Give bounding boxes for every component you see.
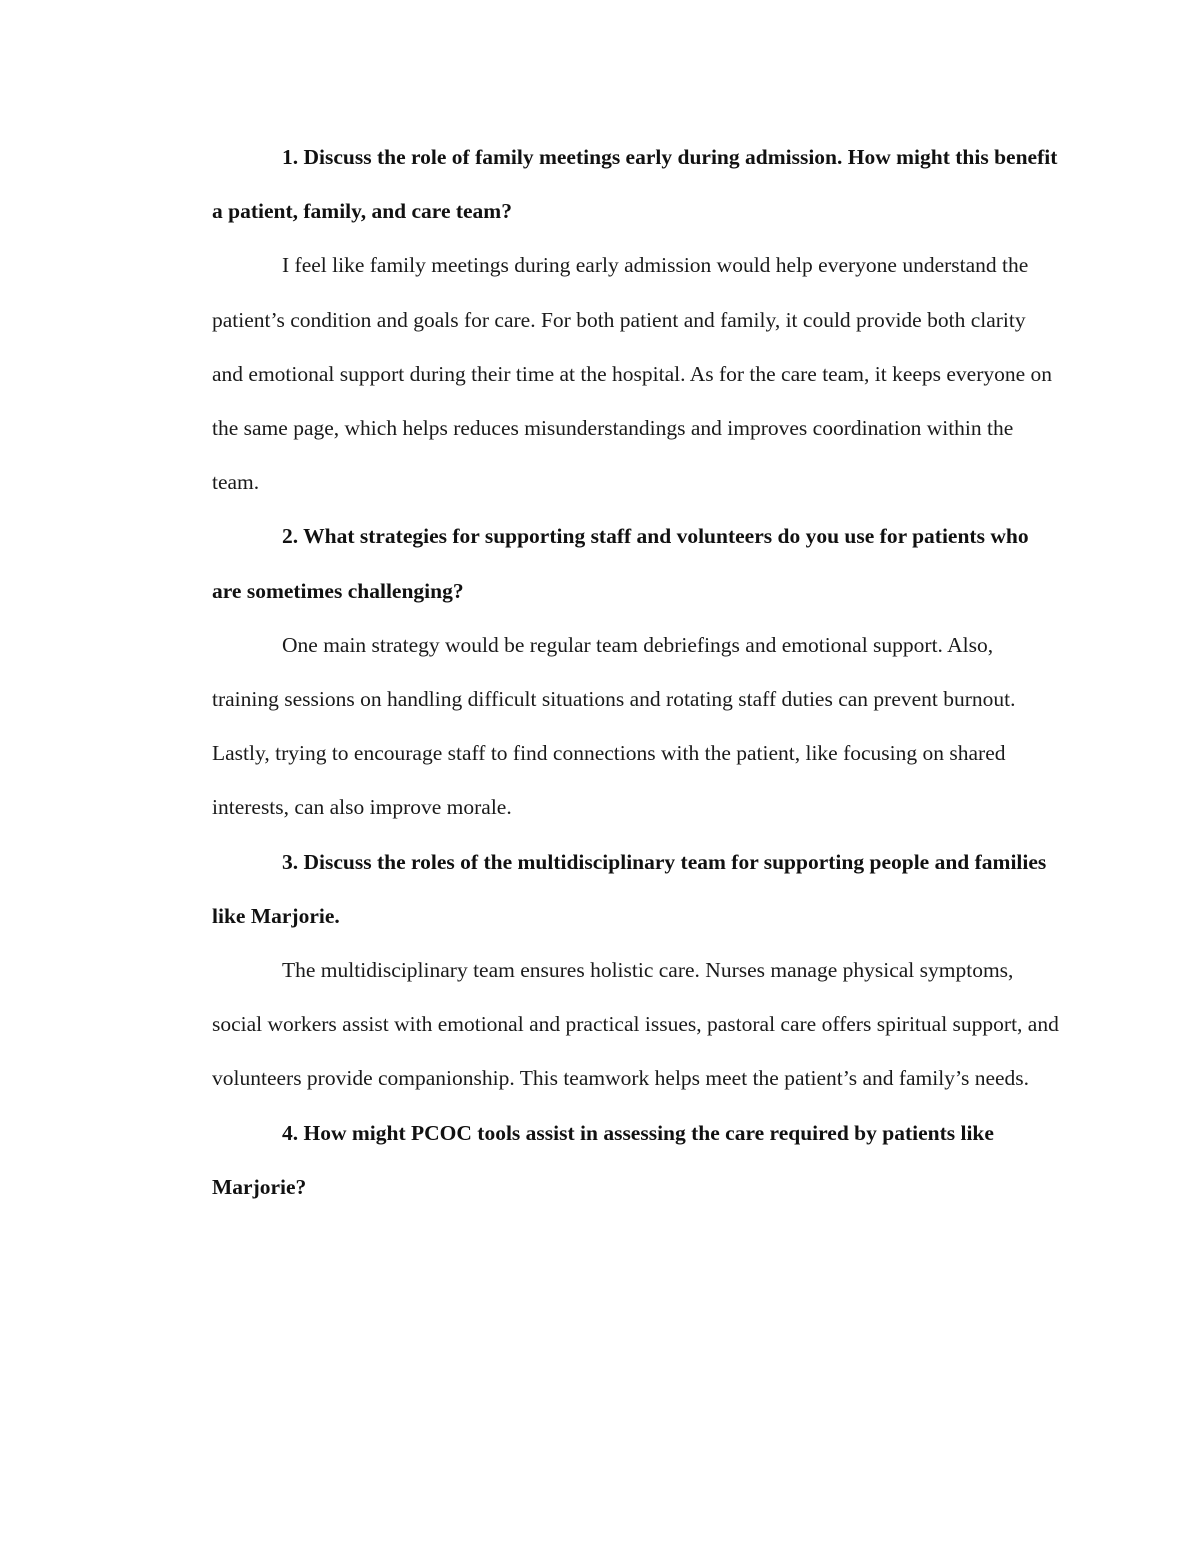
answer-2: One main strategy would be regular team debriefings and emotional support. Also, training sessions on handling difficult situations and rotating staff duties can prevent burnout. Lastly, trying to encourage staff to find connections with the patient, like focusing on shared interests, can also improve morale. <box>212 632 1016 820</box>
question-4: 4. How might PCOC tools assist in assessing the care required by patients like Marjorie? <box>212 1120 994 1199</box>
question-1: 1. Discuss the role of family meetings early during admission. How might this benefit a patient, family, and care team? <box>212 145 1058 224</box>
answer-1: I feel like family meetings during early admission would help everyone understand the patient’s condition and goals for care. For both patient and family, it could provide both clarity and emotional support during their time at the hospital. As for the care team, it keeps everyone on the same page, which helps reduces misunderstandings and improves coordination within the team. <box>212 253 1053 495</box>
answer-3: The multidisciplinary team ensures holistic care. Nurses manage physical symptoms, social workers assist with emotional and practical issues, pastoral care offers spiritual support, and volunteers provide companionship. This teamwork helps meet the patient’s and family’s needs. <box>212 958 1059 1091</box>
question-2: 2. What strategies for supporting staff and volunteers do you use for patients who are sometimes challenging? <box>212 524 1029 603</box>
document-body <box>212 130 1062 1214</box>
question-3: 3. Discuss the roles of the multidisciplinary team for supporting people and families like Marjorie. <box>212 849 1047 928</box>
